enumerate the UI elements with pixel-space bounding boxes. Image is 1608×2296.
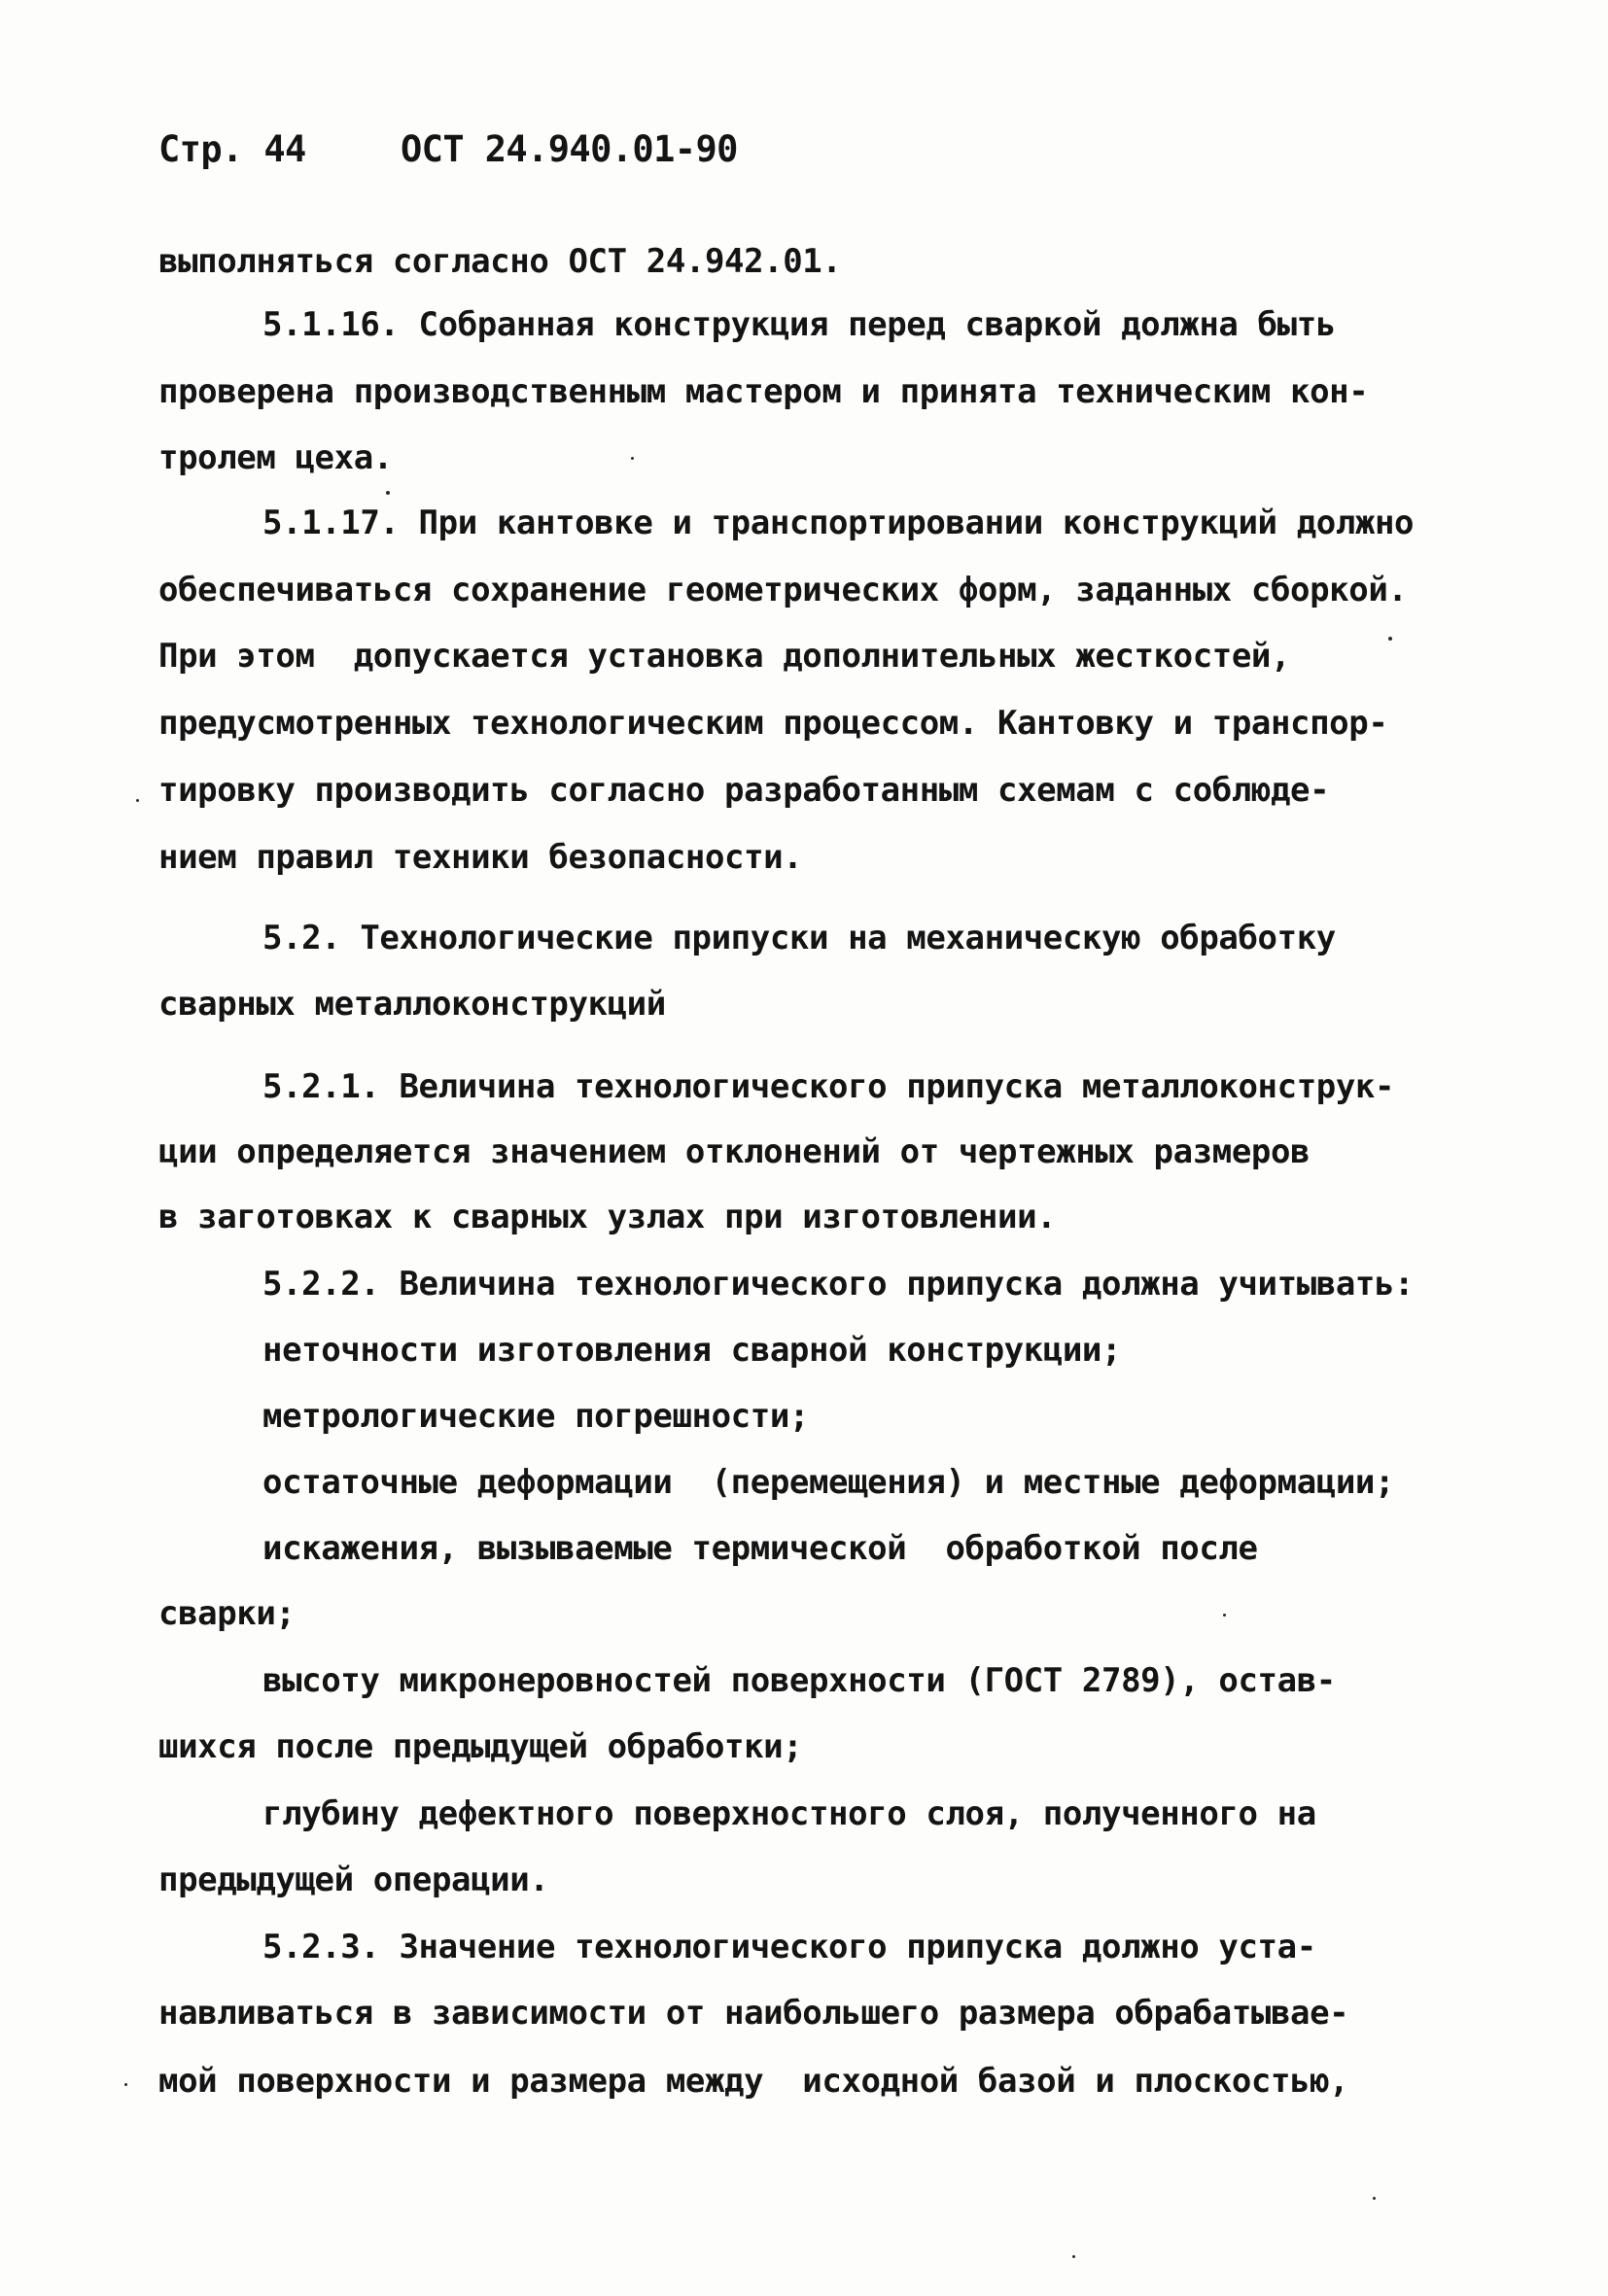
list-item: остаточные деформации (перемещения) и местные деформации; [262,1463,1395,1502]
text-line: проверена производственным мастером и принята техническим кон- [158,372,1369,411]
section-heading: 5.2. Технологические припуски на механическую обработку [262,919,1336,957]
document-code: ОСТ 24.940.01-90 [401,128,738,170]
page-number: Стр. 44 [158,128,306,170]
text-line: 5.2.3. Значение технологического припуска должно уста- [262,1928,1316,1966]
text-line: выполняться согласно ОСТ 24.942.01. [158,242,842,281]
text-line: навливаться в зависимости от наибольшего размера обрабатывае- [158,1994,1349,2033]
scan-speck [124,2083,127,2086]
list-item: глубину дефектного поверхностного слоя, полученного на [262,1794,1316,1833]
text-line: в заготовках к сварных узлах при изготовлении. [158,1198,1057,1236]
list-item: неточности изготовления сварной конструкции; [262,1331,1122,1370]
list-item: метрологические погрешности; [262,1397,809,1436]
scan-speck [1223,1614,1226,1617]
scan-speck [1373,2197,1376,2200]
list-item: высоту микронеровностей поверхности (ГОСТ 2789), остав- [262,1661,1336,1700]
text-line: 5.2.1. Величина технологического припуска металлоконструк- [262,1067,1395,1106]
list-item: предыдущей операции. [158,1861,549,1899]
section-heading: сварных металлоконструкций [158,985,666,1024]
text-line: тролем цеха. [158,438,393,477]
text-line: предусмотренных технологическим процессом. Кантовку и транспор- [158,704,1388,743]
scan-speck [1072,2255,1075,2258]
scan-speck [1388,637,1392,641]
text-line: мой поверхности и размера между исходной базой и плоскостью, [158,2062,1349,2101]
text-line: тировку производить согласно разработанным схемам с соблюде- [158,771,1330,810]
scan-speck [631,457,634,460]
list-item: шихся после предыдущей обработки; [158,1727,803,1766]
scan-speck [386,491,390,495]
scan-speck [136,799,139,802]
text-line: 5.1.16. Собранная конструкция перед сваркой должна быть [262,305,1336,344]
text-line: 5.2.2. Величина технологического припуска должна учитывать: [262,1265,1415,1304]
text-line: При этом допускается установка дополнительных жесткостей, [158,637,1291,676]
text-line: ции определяется значением отклонений от чертежных размеров [158,1132,1311,1171]
text-line: 5.1.17. При кантовке и транспортировании конструкций должно [262,504,1415,542]
list-item: искажения, вызываемые термической обработкой после [262,1529,1258,1568]
text-line: нием правил техники безопасности. [158,838,803,877]
text-line: обеспечиваться сохранение геометрических форм, заданных сборкой. [158,571,1408,609]
list-item: сварки; [158,1594,296,1633]
